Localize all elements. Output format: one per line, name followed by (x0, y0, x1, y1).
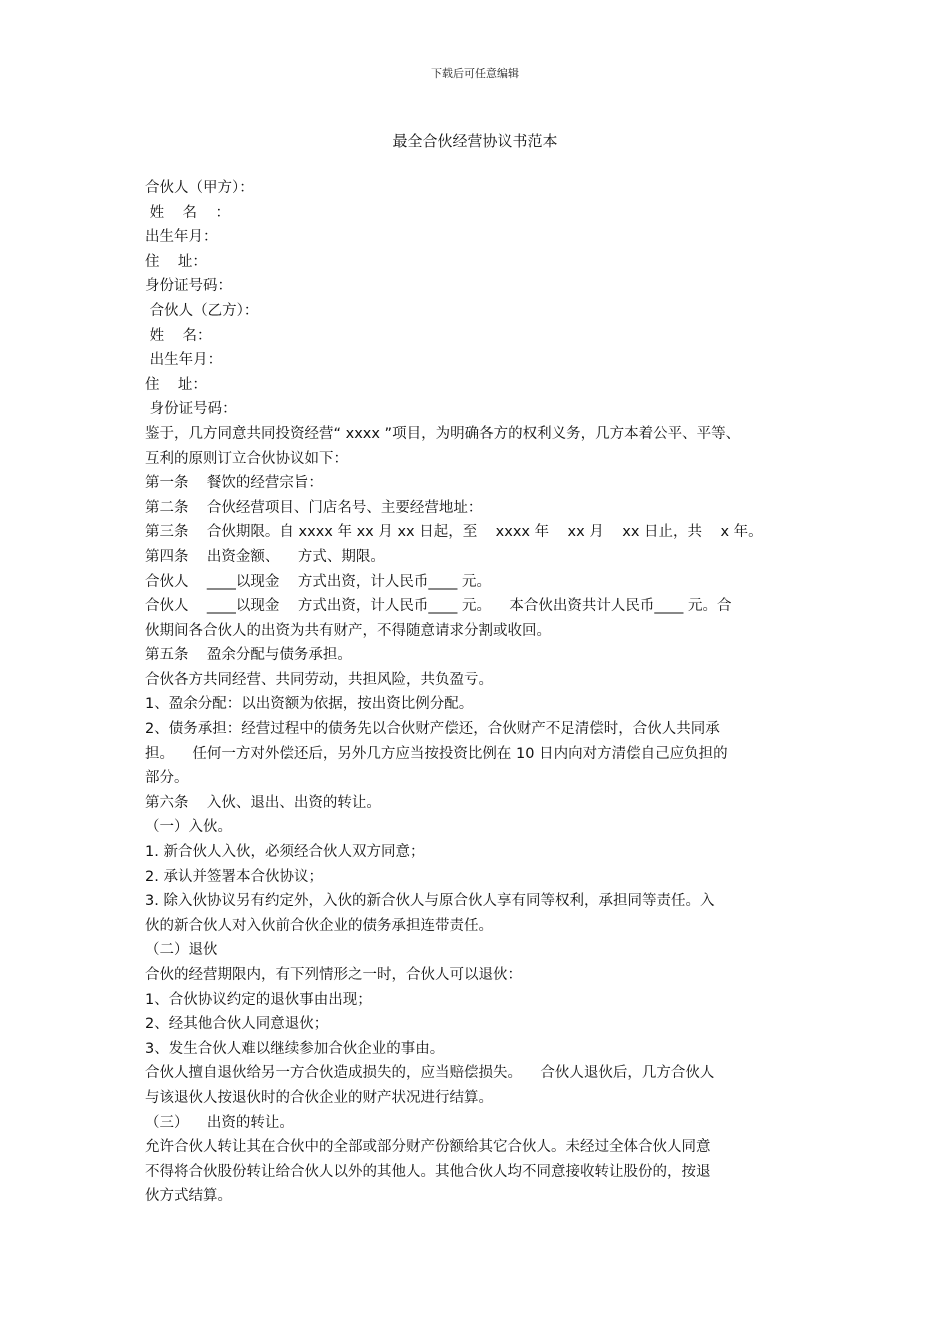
text-line: 伙的新合伙人对入伙前合伙企业的债务承担连带责任。 (145, 917, 493, 934)
text-line: 1. 新合伙人入伙，必须经合伙人双方同意； (145, 844, 425, 861)
text-line: 合伙人（甲方）： (145, 180, 254, 196)
text-line: 部分。 (145, 770, 189, 787)
text-line: 姓 名： (145, 327, 212, 344)
text-line: 身份证号码： (145, 401, 237, 418)
text-line: 合伙人 ____以现金 方式出资，计人民币____ 元。 (145, 573, 491, 590)
text-line: 第四条 出资金额、 方式、期限。 (145, 548, 385, 565)
text-line: 1、合伙协议约定的退伙事由出现； (145, 991, 372, 1008)
text-line: 合伙的经营期限内，有下列情形之一时，合伙人可以退伙： (145, 967, 522, 983)
text-line: 合伙人擅自退伙给另一方合伙造成损失的，应当赔偿损失。 合伙人退伙后，几方合伙人 (145, 1065, 715, 1082)
text-line: 3. 除入伙协议另有约定外，入伙的新合伙人与原合伙人享有同等权利，承担同等责任。入 (145, 893, 715, 910)
text-line: 住 址： (145, 253, 207, 270)
text-line: 身份证号码： (145, 278, 232, 295)
text-line: 第六条 入伙、退出、出资的转让。 (145, 794, 381, 811)
text-line: （二）退伙 (145, 942, 218, 959)
text-line: 第五条 盈余分配与债务承担。 (145, 647, 352, 664)
text-line: 合伙人 ____以现金 方式出资，计人民币____ 元。 本合伙出资共计人民币____ 元。合 (145, 598, 732, 615)
text-line: 合伙人（乙方）： (145, 302, 259, 319)
text-line: 2. 承认并签署本合伙协议； (145, 868, 323, 885)
document-body (145, 176, 815, 1209)
page-header-note: 下载后可任意编辑 (431, 67, 519, 80)
text-line: 1、盈余分配：以出资额为依据，按出资比例分配。 (145, 696, 474, 713)
text-line: 担。 任何一方对外偿还后，另外几方应当按投资比例在 10 日内向对方清偿自己应负担的 (145, 745, 728, 762)
text-line: 伙方式结算。 (145, 1188, 232, 1205)
text-line: 伙期间各合伙人的出资为共有财产，不得随意请求分割或收回。 (145, 622, 551, 639)
document-title: 最全合伙经营协议书范本 (392, 132, 558, 150)
text-line: 合伙各方共同经营、共同劳动，共担风险，共负盈亏。 (145, 671, 493, 688)
text-line: 出生年月： (145, 352, 223, 369)
text-line: 允许合伙人转让其在合伙中的全部或部分财产份额给其它合伙人。未经过全体合伙人同意 (145, 1139, 711, 1156)
text-line: 3、发生合伙人难以继续参加合伙企业的事由。 (145, 1040, 445, 1057)
text-line: （一）入伙。 (145, 819, 232, 836)
text-line: 出生年月： (145, 229, 218, 246)
text-line: 第一条 餐饮的经营宗旨： (145, 475, 323, 492)
text-line: 不得将合伙股份转让给合伙人以外的其他人。其他合伙人均不同意接收转让股份的，按退 (145, 1163, 711, 1180)
text-line: 2、债务承担：经营过程中的债务先以合伙财产偿还，合伙财产不足清偿时，合伙人共同承 (145, 721, 720, 738)
text-line: 第三条 合伙期限。自 xxxx 年 xx 月 xx 日起，至 xxxx 年 xx 月 xx 日止，共 x 年。 (145, 524, 763, 541)
text-line: （三） 出资的转让。 (145, 1114, 294, 1131)
text-line: 2、经其他合伙人同意退伙； (145, 1016, 329, 1033)
text-line: 互利的原则订立合伙协议如下： (145, 450, 348, 467)
text-line: 住 址： (145, 376, 207, 393)
text-line: 与该退伙人按退伙时的合伙企业的财产状况进行结算。 (145, 1089, 493, 1106)
text-line: 姓 名 ： (145, 204, 230, 221)
text-line: 第二条 合伙经营项目、门店名号、主要经营地址： (145, 499, 483, 516)
text-line: 鉴于，几方同意共同投资经营“ xxxx ”项目，为明确各方的权利义务，几方本着公平、平等、 (145, 425, 741, 442)
